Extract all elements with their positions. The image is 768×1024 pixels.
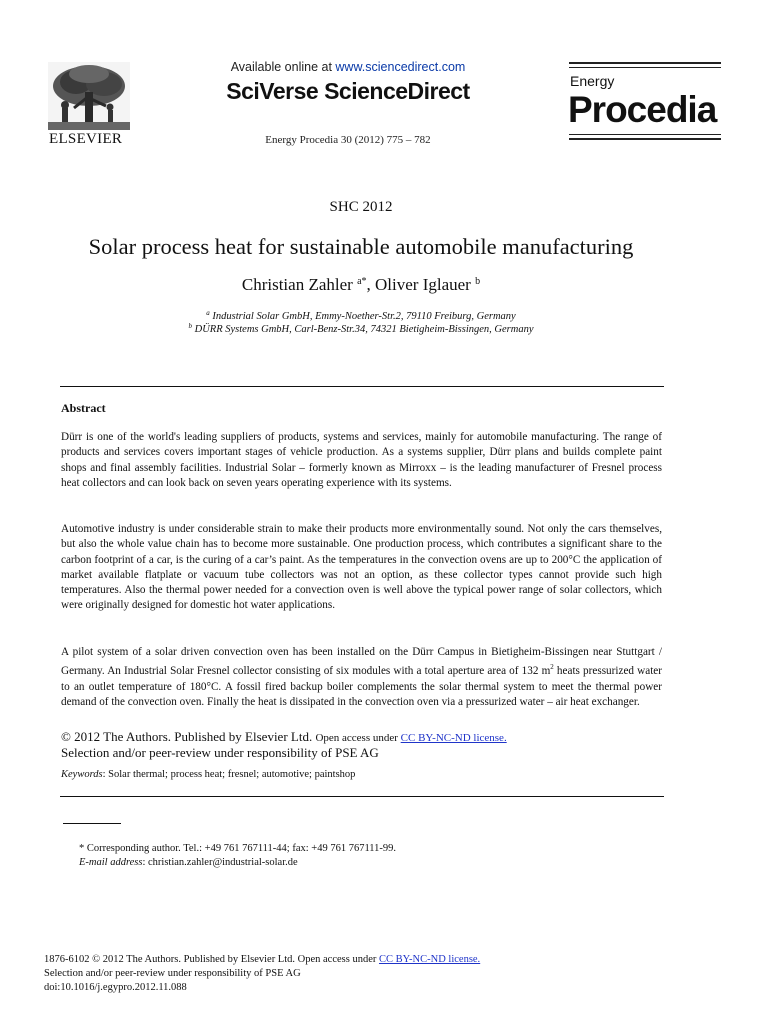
keywords-label: Keywords [61,769,103,780]
footnote-rule [63,823,121,824]
affiliation-mark: a [206,309,210,317]
peer-review-line: Selection and/or peer-review under responsibility of PSE AG [61,745,379,760]
abstract-heading: Abstract [61,401,106,415]
author-affiliation-mark: b [475,276,481,287]
keywords-text: : Solar thermal; process heat; fresnel; automotive; paintshop [102,769,356,780]
footer-copyright [44,954,480,965]
footer-license-link[interactable]: CC BY-NC-ND license. [378,954,481,965]
paragraph-text: A pilot system of a solar driven convection oven has been installed on the Dürr Campus in Bietigheim-Bissingen near Stuttgart / Germany. An Industrial Solar Fresnel collector consisting of six modules with a total aperture area of 132 m [61,646,662,678]
author-list [0,275,722,295]
footer-peer-review: Selection and/or peer-review under responsibility of PSE AG [44,968,301,979]
paragraph-text: heats pressurized water to an outlet temperature of 180°C. A fossil fired backup boiler complements the solar thermal system to meet the thermal power demand of the convection oven. Finally the heat is dissipated in the convection oven via a pressurized water – air heat exchanger. [61,665,662,708]
journal-rule [569,134,721,135]
journal-name-energy: Energy [570,73,615,89]
affiliation-text: DÜRR Systems GmbH, Carl-Benz-Str.34, 74321 Bietigheim-Bissingen, Germany [192,324,534,335]
journal-rule [569,62,721,64]
license-link[interactable]: CC BY-NC-ND license. [400,732,507,744]
copyright-text: © 2012 The Authors. Published by Elsevier Ltd. [61,729,316,744]
available-online-text: Available online at [230,60,336,74]
abstract-paragraph: Automotive industry is under considerable strain to make their products more environmentally sound. Not only the cars themselves, but also the whole value chain has to become more sustainable. One production process, which contributes a significant share to the carbon footprint of a car, is the curing of a car’s paint. As the temperatures in the convection ovens are up to 200°C the application of market available flatplate or vacuum tube collectors was not an option, as these collector types cannot provide such high temperatures. Also the thermal power needed for a convection oven is well above the typical power range of solar collectors, which were originally designed for domestic hot water applications. [61,523,662,612]
keywords-line [61,769,355,780]
footer-doi: doi:10.1016/j.egypro.2012.11.088 [44,982,187,993]
affiliation-b [0,322,722,335]
affiliation-mark: b [188,322,192,330]
sciencedirect-link[interactable]: www.sciencedirect.com [335,60,466,74]
paper-title: Solar process heat for sustainable automobile manufacturing [88,234,634,259]
platform-name: SciVerse ScienceDirect [226,78,470,104]
author-name: , Oliver Iglauer [366,275,476,294]
journal-rule [569,67,721,68]
author-name: Christian Zahler [241,275,358,294]
affiliation-a [0,309,722,322]
superscript: 2 [550,663,554,672]
abstract-bottom-rule [60,796,664,797]
email-note [79,857,298,868]
copyright-line [61,729,507,745]
conference-name: SHC 2012 [329,199,393,215]
author-affiliation-mark: a* [357,276,367,287]
journal-name-procedia: Procedia [568,89,717,130]
publisher-name: ELSEVIER [49,131,123,147]
abstract-paragraph: Dürr is one of the world's leading suppliers of products, systems and services, mainly for automobile manufacturing. The range of products and services covers important stages of vehicle production. As a systems supplier, Dürr plans and builds complete paint shops and final assembly facilities. Industrial Solar – formerly known as Mirroxx – is the leading manufacturer of Fresnel process heat collectors and can look back on seven years operating experience with its systems. [61,431,662,489]
footer-copyright-text: 1876-6102 © 2012 The Authors. Published by Elsevier Ltd. Open access under [44,954,379,965]
corresponding-author-note: * Corresponding author. Tel.: +49 761 767111-44; fax: +49 761 767111-99. [79,843,397,854]
abstract-top-rule [60,386,664,387]
abstract-paragraph [61,645,662,710]
affiliation-text: Industrial Solar GmbH, Emmy-Noether-Str.2, 79110 Freiburg, Germany [209,311,516,322]
journal-reference: Energy Procedia 30 (2012) 775 – 782 [265,134,431,146]
journal-rule [569,138,721,140]
open-access-text: Open access under [315,732,401,744]
email-address: : christian.zahler@industrial-solar.de [142,857,298,868]
email-label: E-mail address [79,857,143,868]
